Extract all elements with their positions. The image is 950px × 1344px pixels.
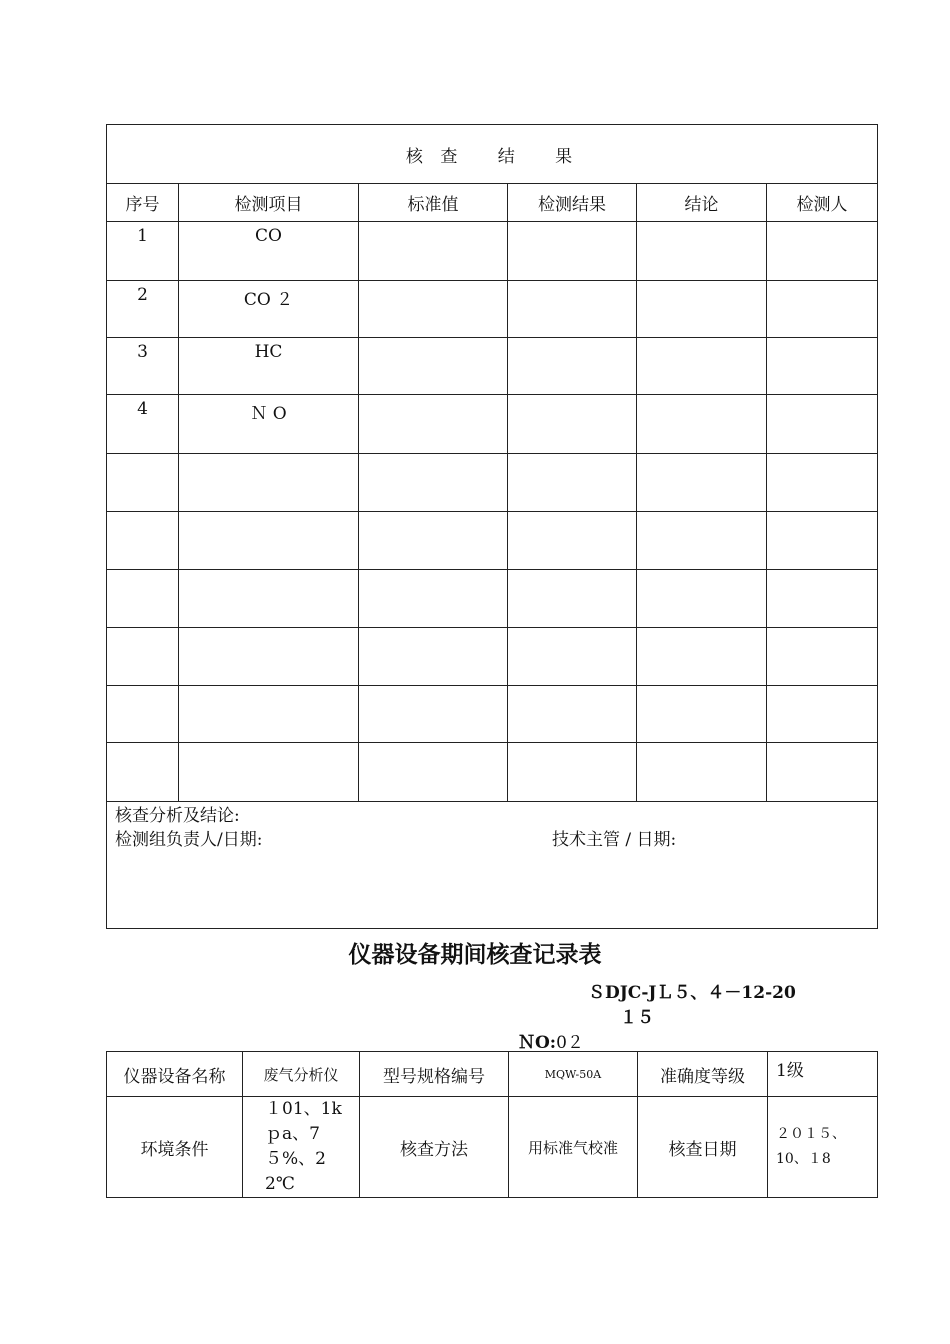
col-header-conclusion: 结论 xyxy=(637,184,767,222)
row-item xyxy=(179,628,359,686)
table-row xyxy=(107,686,878,743)
col-header-item: 检测项目 xyxy=(179,184,359,222)
analysis-section xyxy=(107,802,878,929)
cell-conclusion[interactable] xyxy=(637,686,767,743)
cell-inspector[interactable] xyxy=(767,628,878,686)
row-no xyxy=(107,686,179,743)
cell-conclusion[interactable] xyxy=(637,570,767,628)
cell-conclusion[interactable] xyxy=(637,338,767,395)
env-value: １01、1kｐa、7５%、22℃ xyxy=(243,1097,360,1198)
analysis-cell[interactable] xyxy=(107,802,878,929)
cell-result[interactable] xyxy=(508,281,637,338)
form-title: 仪器设备期间核查记录表 xyxy=(348,941,602,968)
row-no xyxy=(107,570,179,628)
row-no: 2 xyxy=(107,281,179,338)
cell-standard[interactable] xyxy=(359,628,508,686)
table-row xyxy=(107,395,878,454)
cell-result[interactable] xyxy=(508,686,637,743)
cell-inspector[interactable] xyxy=(767,512,878,570)
row-item xyxy=(179,512,359,570)
table-row xyxy=(107,454,878,512)
form-code-line1: ＳDJC-JＬ５、４－12-20 xyxy=(588,983,796,1003)
cell-inspector[interactable] xyxy=(767,281,878,338)
cell-result[interactable] xyxy=(508,743,637,802)
cell-standard[interactable] xyxy=(359,743,508,802)
accuracy-label: 准确度等级 xyxy=(638,1052,768,1097)
table-row xyxy=(107,281,878,338)
cell-result[interactable] xyxy=(508,512,637,570)
table-row xyxy=(107,222,878,281)
column-header-row xyxy=(107,184,878,222)
cell-conclusion[interactable] xyxy=(637,628,767,686)
cell-inspector[interactable] xyxy=(767,743,878,802)
cell-result[interactable] xyxy=(508,454,637,512)
table-row xyxy=(107,628,878,686)
row-no xyxy=(107,743,179,802)
row-item: CO xyxy=(179,222,359,281)
check-results-header: 核 查 结 果 xyxy=(107,125,878,184)
row-item xyxy=(179,686,359,743)
model-label: 型号规格编号 xyxy=(360,1052,509,1097)
cell-conclusion[interactable] xyxy=(637,395,767,454)
method-label: 核查方法 xyxy=(360,1097,509,1198)
cell-conclusion[interactable] xyxy=(637,222,767,281)
accuracy-value: 1级 xyxy=(768,1052,878,1097)
form-code-line2: １５ xyxy=(620,1008,654,1028)
form-number xyxy=(518,1028,584,1053)
check-results-table xyxy=(106,124,878,929)
col-header-standard: 标准值 xyxy=(359,184,508,222)
row-no xyxy=(107,628,179,686)
cell-conclusion[interactable] xyxy=(637,454,767,512)
model-value: MQW-50A xyxy=(509,1052,638,1097)
cell-standard[interactable] xyxy=(359,512,508,570)
form-number-label: ＮO: xyxy=(518,1033,557,1053)
cell-inspector[interactable] xyxy=(767,686,878,743)
cell-standard[interactable] xyxy=(359,454,508,512)
table-row xyxy=(107,743,878,802)
row-no xyxy=(107,512,179,570)
col-header-inspector: 检测人 xyxy=(767,184,878,222)
row-item xyxy=(179,570,359,628)
row-item: CO ２ xyxy=(179,281,359,338)
device-name-label: 仪器设备名称 xyxy=(107,1052,243,1097)
table-row xyxy=(107,338,878,395)
row-item: HC xyxy=(179,338,359,395)
cell-standard[interactable] xyxy=(359,395,508,454)
cell-standard[interactable] xyxy=(359,281,508,338)
leader-signature-label: 检测组负责人/日期: xyxy=(115,830,263,850)
cell-result[interactable] xyxy=(508,570,637,628)
table-row xyxy=(107,512,878,570)
col-header-no: 序号 xyxy=(107,184,179,222)
cell-standard[interactable] xyxy=(359,570,508,628)
env-label: 环境条件 xyxy=(107,1097,243,1198)
device-info-table xyxy=(106,1051,878,1198)
cell-conclusion[interactable] xyxy=(637,512,767,570)
cell-result[interactable] xyxy=(508,338,637,395)
row-item: Ｎ O xyxy=(179,395,359,454)
row-item xyxy=(179,454,359,512)
cell-inspector[interactable] xyxy=(767,454,878,512)
cell-inspector[interactable] xyxy=(767,222,878,281)
cell-inspector[interactable] xyxy=(767,570,878,628)
table-row xyxy=(107,570,878,628)
cell-result[interactable] xyxy=(508,628,637,686)
col-header-result: 检测结果 xyxy=(508,184,637,222)
form-number-value: 0２ xyxy=(556,1033,584,1053)
row-no: 4 xyxy=(107,395,179,454)
row-item xyxy=(179,743,359,802)
method-value: 用标准气校准 xyxy=(509,1097,638,1198)
cell-standard[interactable] xyxy=(359,686,508,743)
cell-conclusion[interactable] xyxy=(637,743,767,802)
row-no xyxy=(107,454,179,512)
cell-standard[interactable] xyxy=(359,338,508,395)
date-value: ２０１５、10、１8 xyxy=(768,1097,878,1198)
row-no: 1 xyxy=(107,222,179,281)
date-label: 核查日期 xyxy=(638,1097,768,1198)
cell-standard[interactable] xyxy=(359,222,508,281)
cell-result[interactable] xyxy=(508,395,637,454)
cell-result[interactable] xyxy=(508,222,637,281)
cell-inspector[interactable] xyxy=(767,395,878,454)
analysis-label: 核查分析及结论: xyxy=(115,806,240,826)
cell-inspector[interactable] xyxy=(767,338,878,395)
cell-conclusion[interactable] xyxy=(637,281,767,338)
device-name-value: 废气分析仪 xyxy=(243,1052,360,1097)
row-no: 3 xyxy=(107,338,179,395)
supervisor-signature-label: 技术主管 / 日期: xyxy=(552,830,677,850)
